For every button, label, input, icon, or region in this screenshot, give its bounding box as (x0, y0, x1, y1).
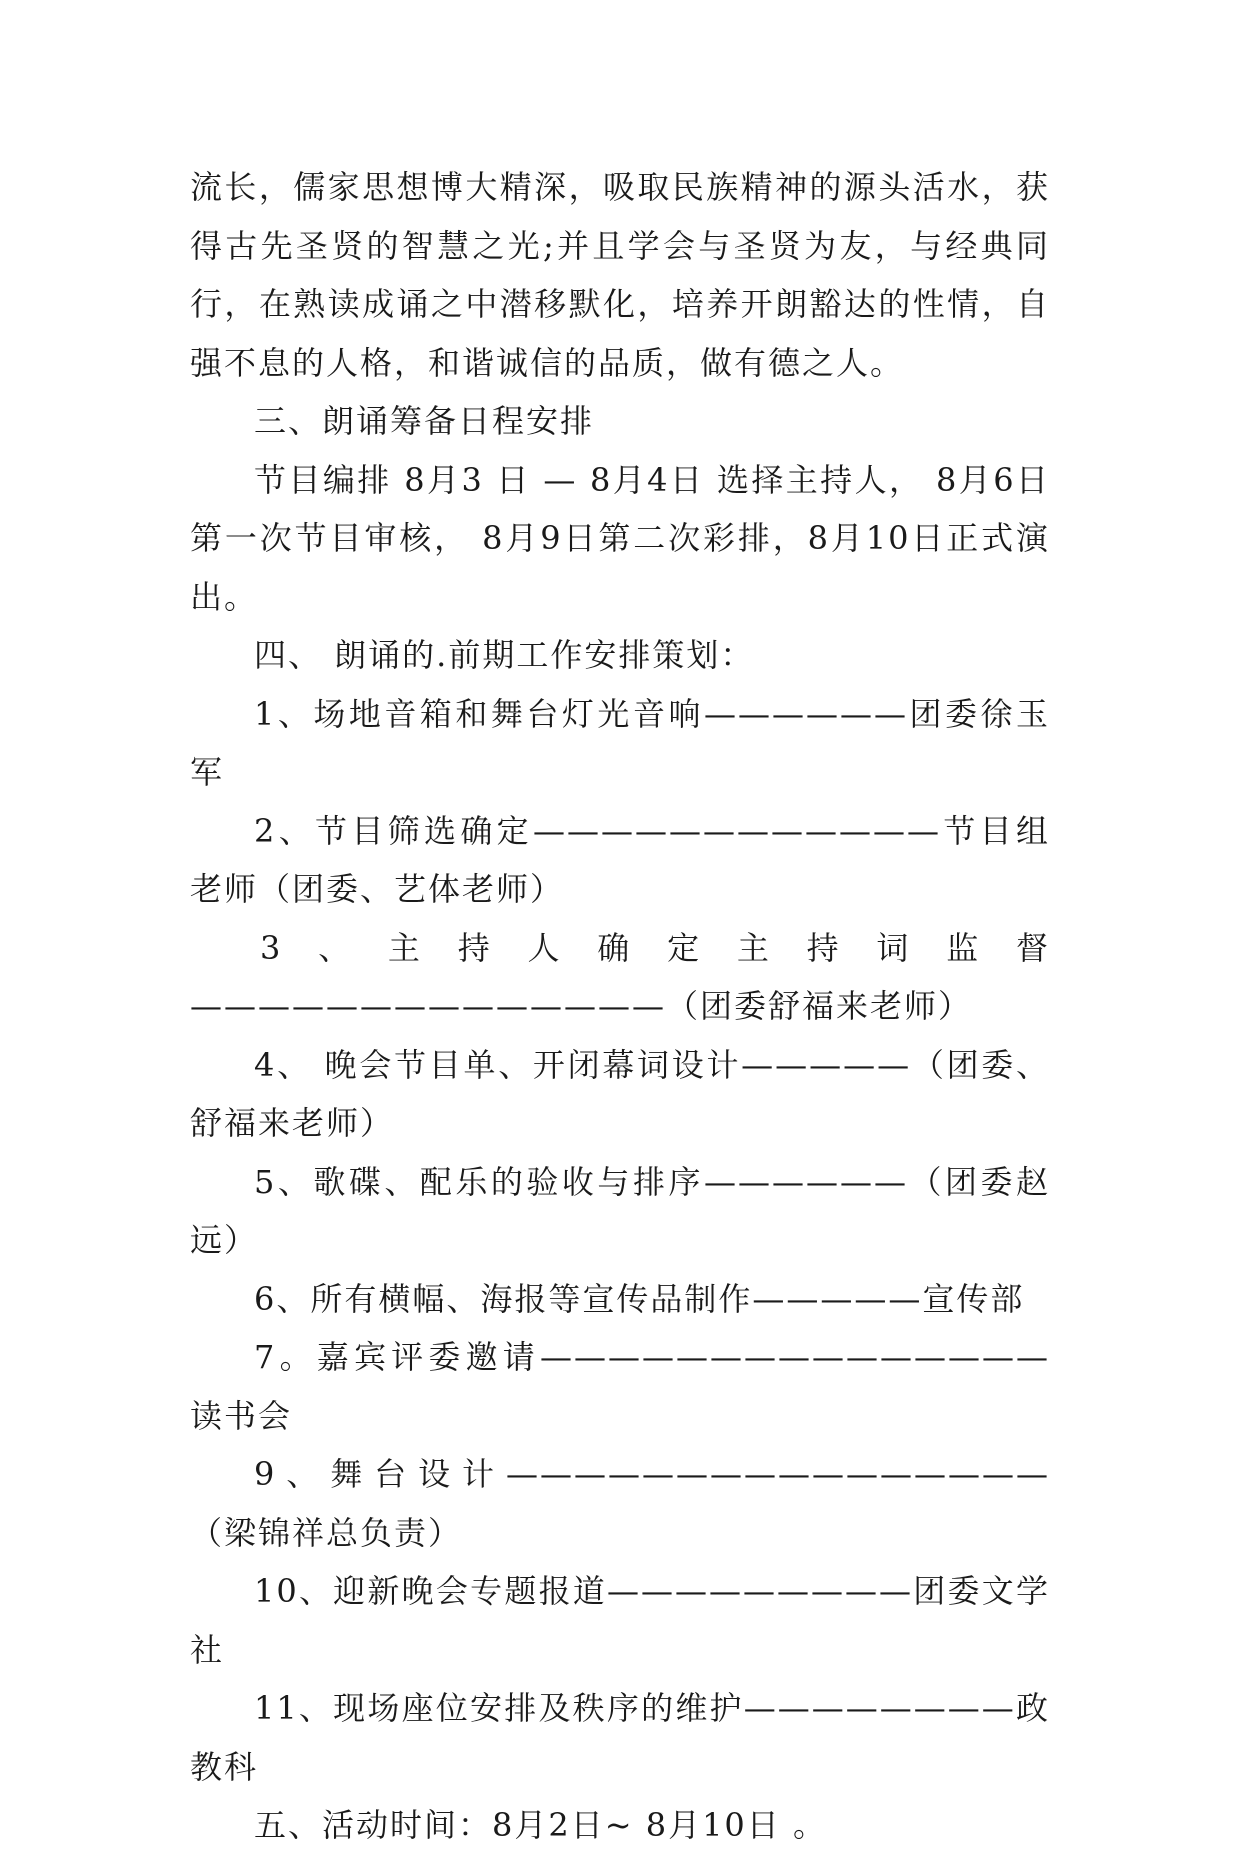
paragraph-schedule: 节目编排 8月3 日 — 8月4日 选择主持人， 8月6日 第一次节目审核， 8月9日第二次彩排，8月10日正式演出。 (190, 460, 1063, 616)
list-item-music: 5、歌碟、配乐的验收与排序——————（团委赵远） (190, 1162, 1050, 1259)
document-body (190, 158, 1063, 1855)
list-item-seating-order: 11、现场座位安排及秩序的维护————————政教科 (190, 1689, 1050, 1786)
list-item-venue-audio: 1、场地音箱和舞台灯光音响——————团委徐玉军 (190, 694, 1050, 791)
list-item-program-list: 4、 晚会节目单、开闭幕词设计—————（团委、舒福来老师） (190, 1045, 1050, 1142)
list-item-host-script: 3、主持人确定主持词监督——————————————（团委舒福来老师） (190, 928, 1050, 1025)
section-heading-activity-time: 五、活动时间：8月2日~ 8月10日 。 (254, 1806, 827, 1844)
list-item-guest-judges: 7。嘉宾评委邀请———————————————读书会 (190, 1338, 1050, 1435)
paragraph-intro-continuation: 流长，儒家思想博大精深，吸取民族精神的源头活水，获得古先圣贤的智慧之光;并且学会与圣贤为友，与经典同行，在熟读成诵之中潜移默化，培养开朗豁达的性情，自强不息的人格，和谐诚信的品质，做有德之人。 (190, 168, 1050, 382)
list-item-publicity: 6、所有横幅、海报等宣传品制作—————宣传部 (254, 1279, 1025, 1318)
section-heading-preparation: 四、 朗诵的.前期工作安排策划： (254, 636, 755, 674)
list-item-special-report: 10、迎新晚会专题报道—————————团委文学社 (190, 1572, 1050, 1669)
list-item-program-selection: 2、节目筛选确定————————————节目组老师（团委、艺体老师） (190, 811, 1050, 908)
section-heading-schedule: 三、朗诵筹备日程安排 (254, 402, 595, 440)
list-item-stage-design: 9、舞台设计————————————————（梁锦祥总负责） (190, 1455, 1050, 1552)
